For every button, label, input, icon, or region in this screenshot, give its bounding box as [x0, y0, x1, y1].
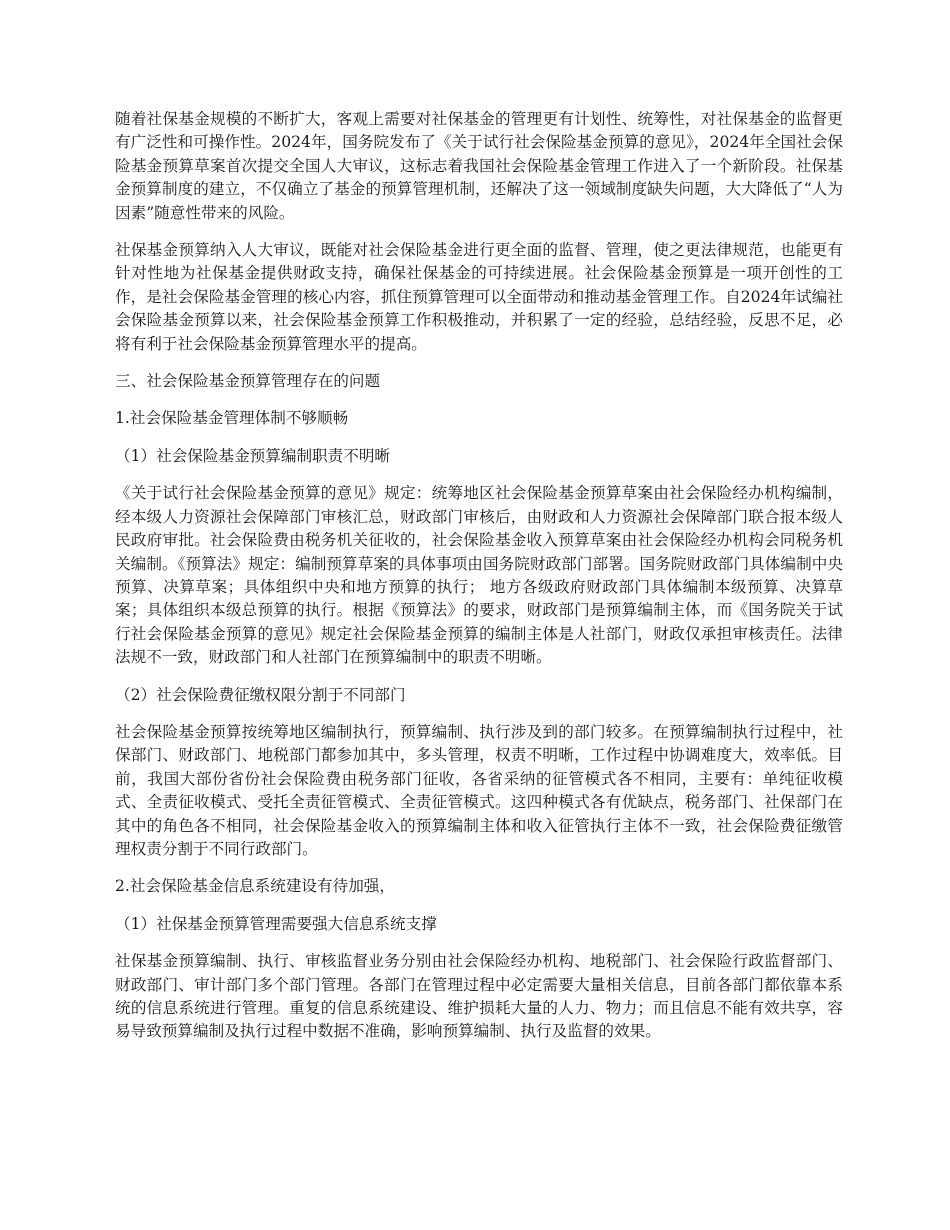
- paragraph: 《关于试行社会保险基金预算的意见》规定：统筹地区社会保险基金预算草案由社会保险经办机构编制，经本级人力资源社会保障部门审核汇总，财政部门审核后，由财政和人力资源社会保障部门联合报本级人民政府审批。社会保险费由税务机关征收的，社会保险基金收入预算草案由社会保险经办机构会同税务机关编制。《预算法》规定：编制预算草案的具体事项由国务院财政部门部署。国务院财政部门具体编制中央预算、决算草案；具体组织中央和地方预算的执行； 地方各级政府财政部门具体编制本级预算、决算草案；具体组织本级总预算的执行。根据《预算法》的要求，财政部门是预算编制主体，而《国务院关于试行社会保险基金预算的意见》规定社会保险基金预算的编制主体是人社部门，财政仅承担审核责任。法律法规不一致，财政部门和人社部门在预算编制中的职责不明晰。: [115, 484, 843, 667]
- section-heading: 三、社会保险基金预算管理存在的问题: [115, 372, 381, 391]
- sub-subsection-heading: （1）社保基金预算管理需要强大信息系统支撑: [115, 914, 437, 933]
- paragraph: 社保基金预算编制、执行、审核监督业务分别由社会保险经办机构、地税部门、社会保险行政监督部门、财政部门、审计部门多个部门管理。各部门在管理过程中必定需要大量相关信息，目前各部门都依靠本系统的信息系统进行管理。重复的信息系统建设、维护损耗大量的人力、物力；而且信息不能有效共享，容易导致预算编制及执行过程中数据不准确，影响预算编制、执行及监督的效果。: [115, 952, 843, 1041]
- sub-subsection-heading: （1）社会保险基金预算编制职责不明晰: [115, 446, 391, 465]
- subsection-heading: 2.社会保险基金信息系统建设有待加强，: [115, 877, 395, 896]
- paragraph: 随着社保基金规模的不断扩大，客观上需要对社保基金的管理更有计划性、统筹性，对社保基金的监督更有广泛性和可操作性。2024年，国务院发布了《关于试行社会保险基金预算的意见》，2024年全国社会保险基金预算草案首次提交全国人大审议，这标志着我国社会保险基金管理工作进入了一个新阶段。社保基金预算制度的建立，不仅确立了基金的预算管理机制，还解决了这一领域制度缺失问题，大大降低了“人为因素”随意性带来的风险。: [115, 110, 843, 222]
- document-body: [115, 108, 843, 1058]
- paragraph: 社会保险基金预算按统筹地区编制执行，预算编制、执行涉及到的部门较多。在预算编制执行过程中，社保部门、财政部门、地税部门都参加其中，多头管理，权责不明晰，工作过程中协调难度大，效率低。目前，我国大部份省份社会保险费由税务部门征收，各省采纳的征管模式各不相同，主要有：单纯征收模式、全责征收模式、受托全责征管模式、全责征管模式。这四种模式各有优缺点，税务部门、社保部门在其中的角色各不相同，社会保险基金收入的预算编制主体和收入征管执行主体不一致，社会保险费征缴管理权责分割于不同行政部门。: [115, 722, 843, 858]
- subsection-heading: 1.社会保险基金管理体制不够顺畅: [115, 409, 349, 428]
- paragraph: 社保基金预算纳入人大审议，既能对社会保险基金进行更全面的监督、管理，使之更法律规范，也能更有针对性地为社保基金提供财政支持，确保社保基金的可持续进展。社会保险基金预算是一项开创性的工作，是社会保险基金管理的核心内容，抓住预算管理可以全面带动和推动基金管理工作。自2024年试编社会保险基金预算以来，社会保险基金预算工作积极推动，并积累了一定的经验，总结经验，反思不足，必将有利于社会保险基金预算管理水平的提高。: [115, 241, 843, 353]
- sub-subsection-heading: （2）社会保险费征缴权限分割于不同部门: [115, 685, 406, 704]
